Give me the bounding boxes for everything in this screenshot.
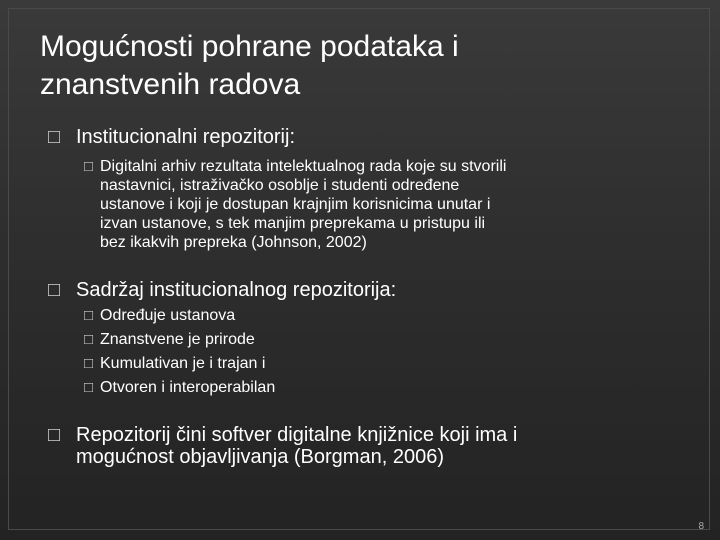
sub-line: nastavnici, istraživačko osoblje i studenti određene (100, 177, 460, 194)
sub-bullet-icon: □ (84, 307, 94, 324)
bullet-icon: □ (48, 279, 61, 301)
sub-line: Otvoren i interoperabilan (100, 379, 276, 396)
sub-item-2-4 (100, 378, 275, 397)
bullet-item-3 (76, 424, 517, 468)
sub-line: bez ikakvih prepreka (Johnson, 2002) (100, 234, 367, 251)
bullet-line: Institucionalni repozitorij: (76, 126, 295, 148)
page-number: 8 (698, 521, 704, 532)
sub-item-2-2 (100, 330, 255, 349)
sub-bullet-icon: □ (84, 355, 94, 372)
sub-line: Kumulativan je i trajan i (100, 355, 266, 372)
sub-item-2-3 (100, 354, 265, 373)
sub-bullet-icon: □ (84, 379, 94, 396)
sub-bullet-icon: □ (84, 158, 94, 175)
bullet-line: mogućnost objavljivanja (Borgman, 2006) (76, 446, 444, 468)
slide-title (40, 28, 680, 104)
title-line: Mogućnosti pohrane podataka i (40, 30, 459, 63)
bullet-icon: □ (48, 424, 61, 446)
sub-item-1-1 (100, 157, 506, 252)
bullet-line: Sadržaj institucionalnog repozitorija: (76, 279, 397, 301)
bullet-icon: □ (48, 126, 61, 148)
sub-line: Određuje ustanova (100, 307, 236, 324)
sub-line: ustanove i koji je dostupan krajnjim korisnicima unutar i (100, 196, 491, 213)
sub-line: Digitalni arhiv rezultata intelektualnog rada koje su stvorili (100, 158, 507, 175)
sub-item-2-1 (100, 306, 235, 325)
bullet-item-1 (76, 126, 295, 148)
bullet-item-2 (76, 279, 396, 301)
bullet-line: Repozitorij čini softver digitalne knjižnice koji ima i (76, 424, 518, 446)
sub-line: izvan ustanove, s tek manjim preprekama u pristupu ili (100, 215, 486, 232)
sub-line: Znanstvene je prirode (100, 331, 255, 348)
title-line: znanstvenih radova (40, 68, 301, 101)
sub-bullet-icon: □ (84, 331, 94, 348)
